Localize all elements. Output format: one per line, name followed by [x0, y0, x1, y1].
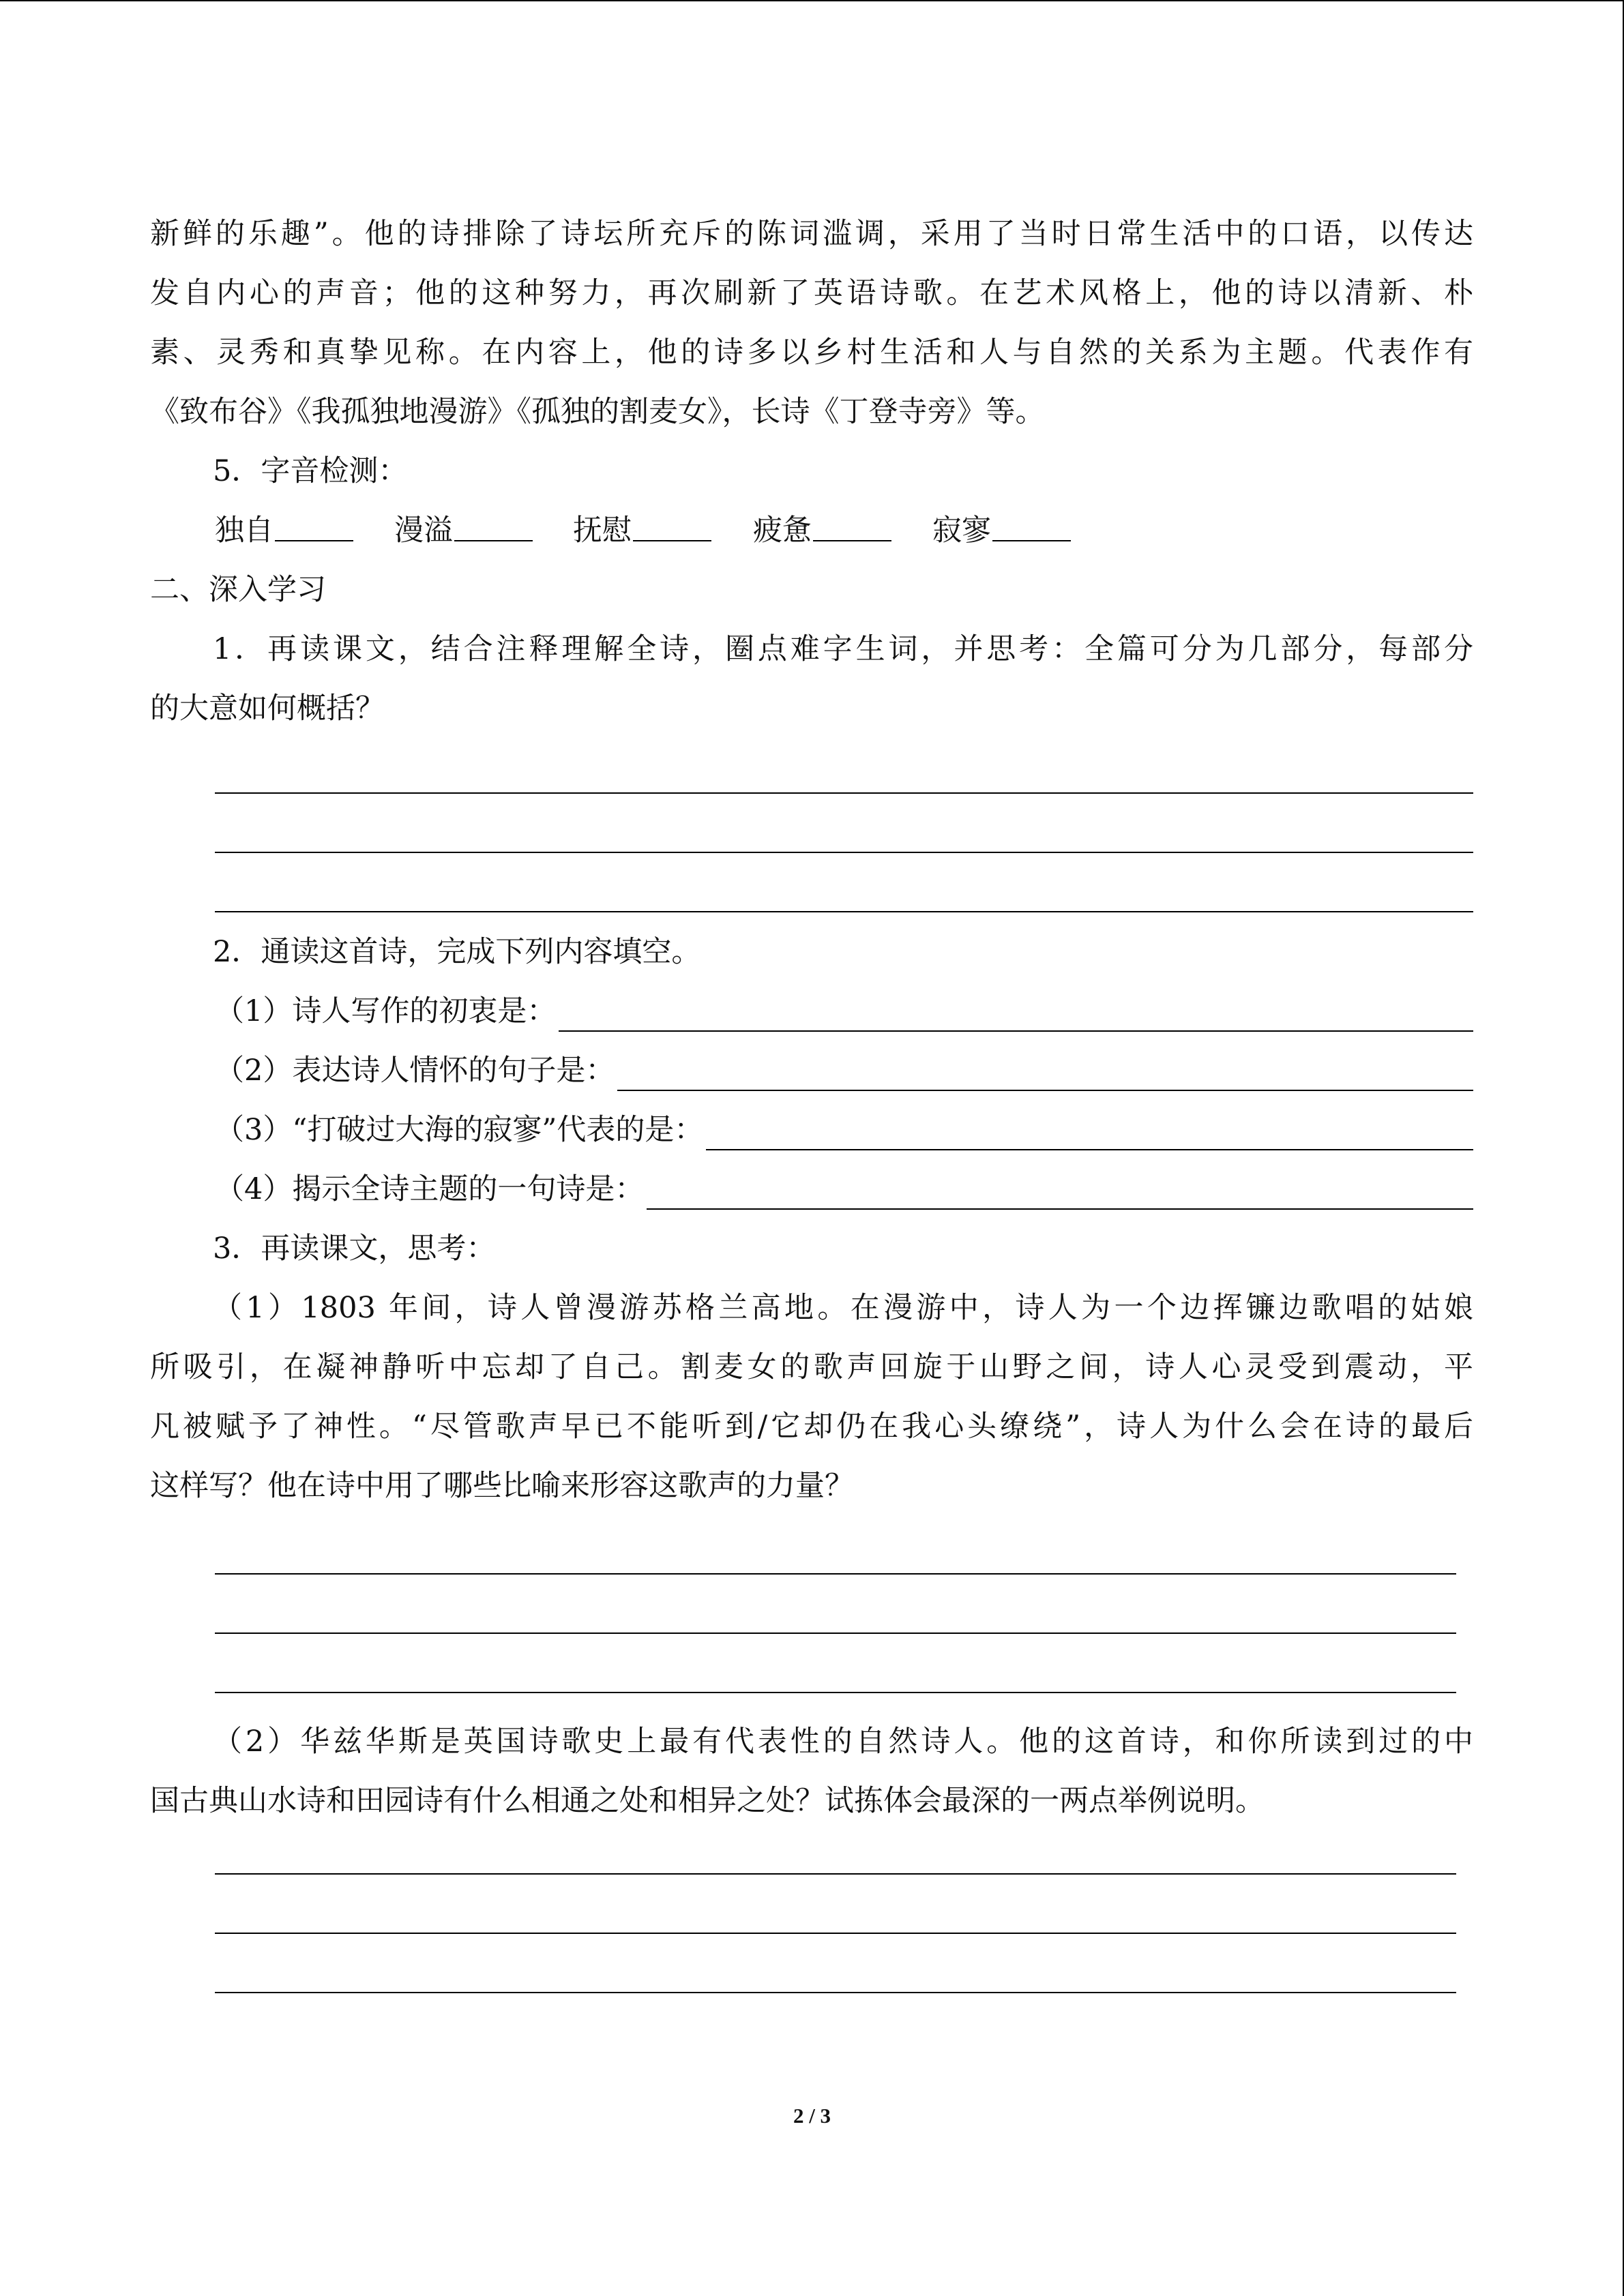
section-heading: 二、深入学习: [150, 573, 326, 607]
question-3-title: 3．再读课文，思考：: [213, 1232, 496, 1266]
answer-line[interactable]: [215, 1933, 1456, 1934]
question-1-line: 的大意如何概括？: [150, 691, 385, 726]
question-3-1-line: 这样写？他在诗中用了哪些比喻来形容这歌声的力量？: [150, 1469, 854, 1503]
answer-line[interactable]: [215, 852, 1473, 853]
fill-blank-line[interactable]: [617, 1090, 1473, 1091]
answer-line[interactable]: [215, 1692, 1456, 1693]
fill-blank-line[interactable]: [647, 1208, 1473, 1210]
fill-blank-label: （3）“打破过大海的寂寥”代表的是：: [215, 1113, 704, 1147]
fill-blank-row: [215, 1160, 1473, 1219]
question-3-2-line: （2）华兹华斯是英国诗歌史上最有代表性的自然诗人。他的这首诗，和你所读到过的中: [213, 1725, 1473, 1759]
fill-blank-label: （1）诗人写作的初衷是：: [215, 994, 557, 1028]
answer-line[interactable]: [215, 1573, 1456, 1575]
question-3-1-line: 所吸引，在凝神静听中忘却了自己。割麦女的歌声回旋于山野之间，诗人心灵受到震动，平: [150, 1350, 1473, 1384]
pronunciation-word: 寂寥: [932, 513, 991, 548]
pronunciation-title: 5．字音检测：: [213, 454, 408, 488]
question-3-2-line: 国古典山水诗和田园诗有什么相通之处和相异之处？试拣体会最深的一两点举例说明。: [150, 1784, 1265, 1818]
pronunciation-item: [932, 501, 1071, 561]
fill-blank-row: [215, 1101, 1473, 1160]
pronunciation-word: 抚慰: [573, 513, 632, 548]
fill-blank-label: （4）揭示全诗主题的一句诗是：: [215, 1172, 645, 1206]
question-1-line: 1．再读课文，结合注释理解全诗，圈点难字生词，并思考：全篇可分为几部分，每部分: [213, 632, 1473, 666]
question-2-title: 2．通读这首诗，完成下列内容填空。: [213, 935, 701, 969]
answer-line[interactable]: [215, 1632, 1456, 1634]
fill-blank-label: （2）表达诗人情怀的句子是：: [215, 1054, 615, 1088]
answer-line[interactable]: [215, 911, 1473, 912]
pronunciation-word: 疲惫: [753, 513, 812, 548]
pronunciation-blank[interactable]: [813, 540, 891, 541]
answer-line[interactable]: [215, 1873, 1456, 1875]
answer-line[interactable]: [215, 792, 1473, 794]
intro-line: 素、灵秀和真挚见称。在内容上，他的诗多以乡村生活和人与自然的关系为主题。代表作有: [150, 336, 1473, 370]
intro-line: 《致布谷》《我孤独地漫游》《孤独的割麦女》，长诗《丁登寺旁》等。: [150, 395, 1045, 429]
fill-blank-line[interactable]: [706, 1149, 1473, 1150]
pronunciation-item: [215, 501, 353, 561]
pronunciation-blank[interactable]: [454, 540, 533, 541]
answer-line[interactable]: [215, 1992, 1456, 1993]
fill-blank-row: [215, 1041, 1473, 1101]
pronunciation-item: [573, 501, 711, 561]
pronunciation-item: [394, 501, 533, 561]
question-3-1-line: 凡被赋予了神性。“尽管歌声早已不能听到/它却仍在我心头缭绕”，诗人为什么会在诗的最后: [150, 1410, 1473, 1444]
intro-line: 发自内心的声音；他的这种努力，再次刷新了英语诗歌。在艺术风格上，他的诗以清新、朴: [150, 276, 1473, 310]
page-border-top: [0, 0, 1624, 1]
pronunciation-blank[interactable]: [275, 540, 353, 541]
fill-blank-line[interactable]: [559, 1030, 1473, 1032]
pronunciation-blank[interactable]: [992, 540, 1071, 541]
pronunciation-word: 独自: [215, 513, 274, 548]
question-3-1-line: （1）1803 年间，诗人曾漫游苏格兰高地。在漫游中，诗人为一个边挥镰边歌唱的姑娘: [213, 1291, 1473, 1325]
page-number: 2 / 3: [793, 2104, 831, 2128]
pronunciation-blank[interactable]: [633, 540, 711, 541]
pronunciation-word: 漫溢: [394, 513, 453, 548]
fill-blank-row: [215, 982, 1473, 1041]
intro-line: 新鲜的乐趣”。他的诗排除了诗坛所充斥的陈词滥调，采用了当时日常生活中的口语，以传达: [150, 217, 1473, 251]
pronunciation-item: [753, 501, 891, 561]
